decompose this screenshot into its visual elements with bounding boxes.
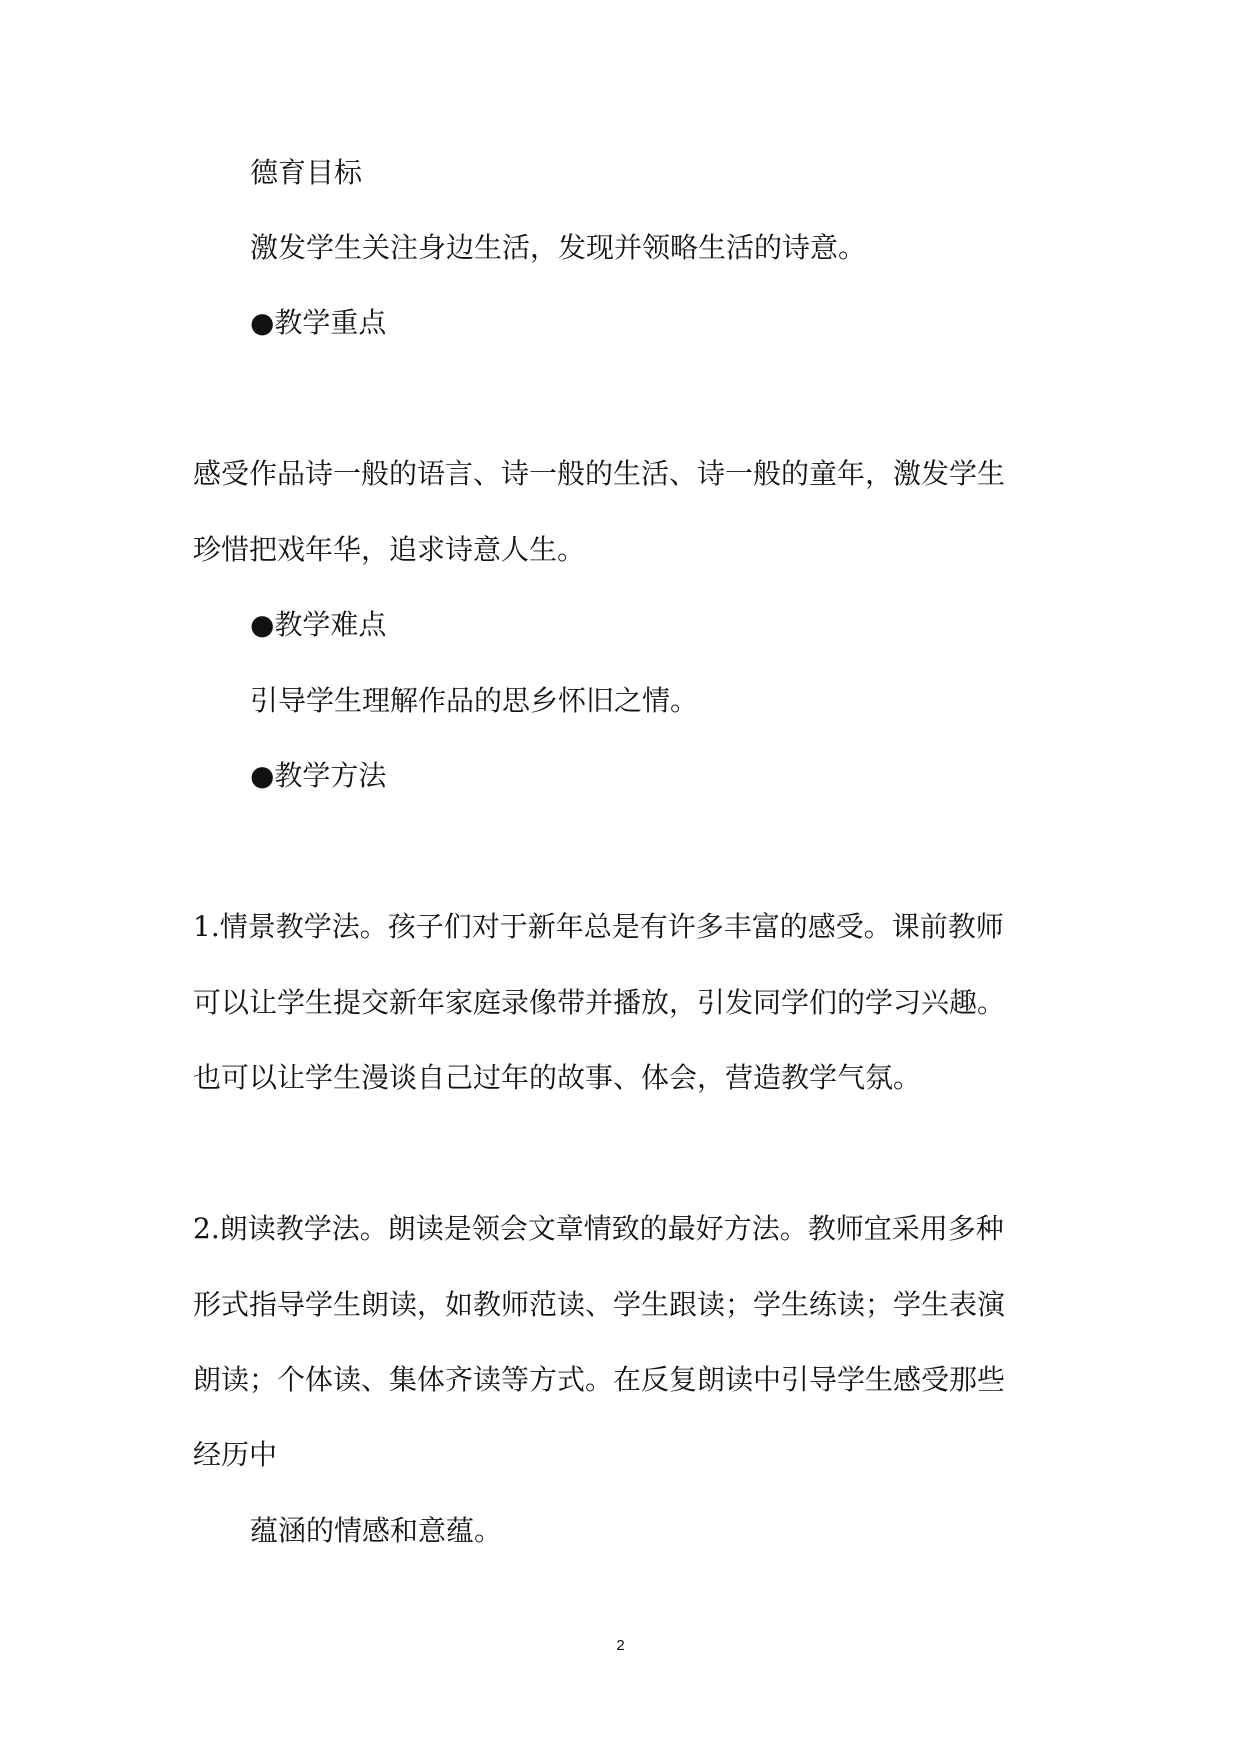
method-1-line-2: 可以让学生提交新年家庭录像带并播放，引发同学们的学习兴趣。 xyxy=(193,986,1006,1019)
method-2-line-5: 蕴涵的情感和意蕴。 xyxy=(250,1514,503,1547)
paragraph-teaching-focus-line-2: 珍惜把戏年华，追求诗意人生。 xyxy=(193,533,586,566)
paragraph-teaching-focus-line-1: 感受作品诗一般的语言、诗一般的生活、诗一般的童年，激发学生 xyxy=(193,457,1006,490)
paragraph-moral-goal: 激发学生关注身边生活，发现并领略生活的诗意。 xyxy=(250,231,867,264)
method-2-line-2: 形式指导学生朗读，如教师范读、学生跟读；学生练读；学生表演 xyxy=(193,1288,1006,1321)
method-2-line-3: 朗读；个体读、集体齐读等方式。在反复朗读中引导学生感受那些 xyxy=(193,1363,1006,1396)
method-2-line-1: 2.朗读教学法。朗读是领会文章情致的最好方法。教师宜采用多种 xyxy=(193,1212,1004,1245)
heading-teaching-focus: ●教学重点 xyxy=(250,306,387,339)
method-1-line-3: 也可以让学生漫谈自己过年的故事、体会，营造教学气氛。 xyxy=(193,1061,922,1094)
page-number: 2 xyxy=(616,1637,625,1654)
paragraph-teaching-difficulty: 引导学生理解作品的思乡怀旧之情。 xyxy=(250,684,699,717)
heading-moral-goal: 德育目标 xyxy=(250,156,363,189)
heading-teaching-method: ●教学方法 xyxy=(250,759,387,792)
heading-teaching-difficulty: ●教学难点 xyxy=(250,608,387,641)
method-2-line-4: 经历中 xyxy=(193,1438,278,1471)
method-1-line-1: 1.情景教学法。孩子们对于新年总是有许多丰富的感受。课前教师 xyxy=(193,910,1004,943)
